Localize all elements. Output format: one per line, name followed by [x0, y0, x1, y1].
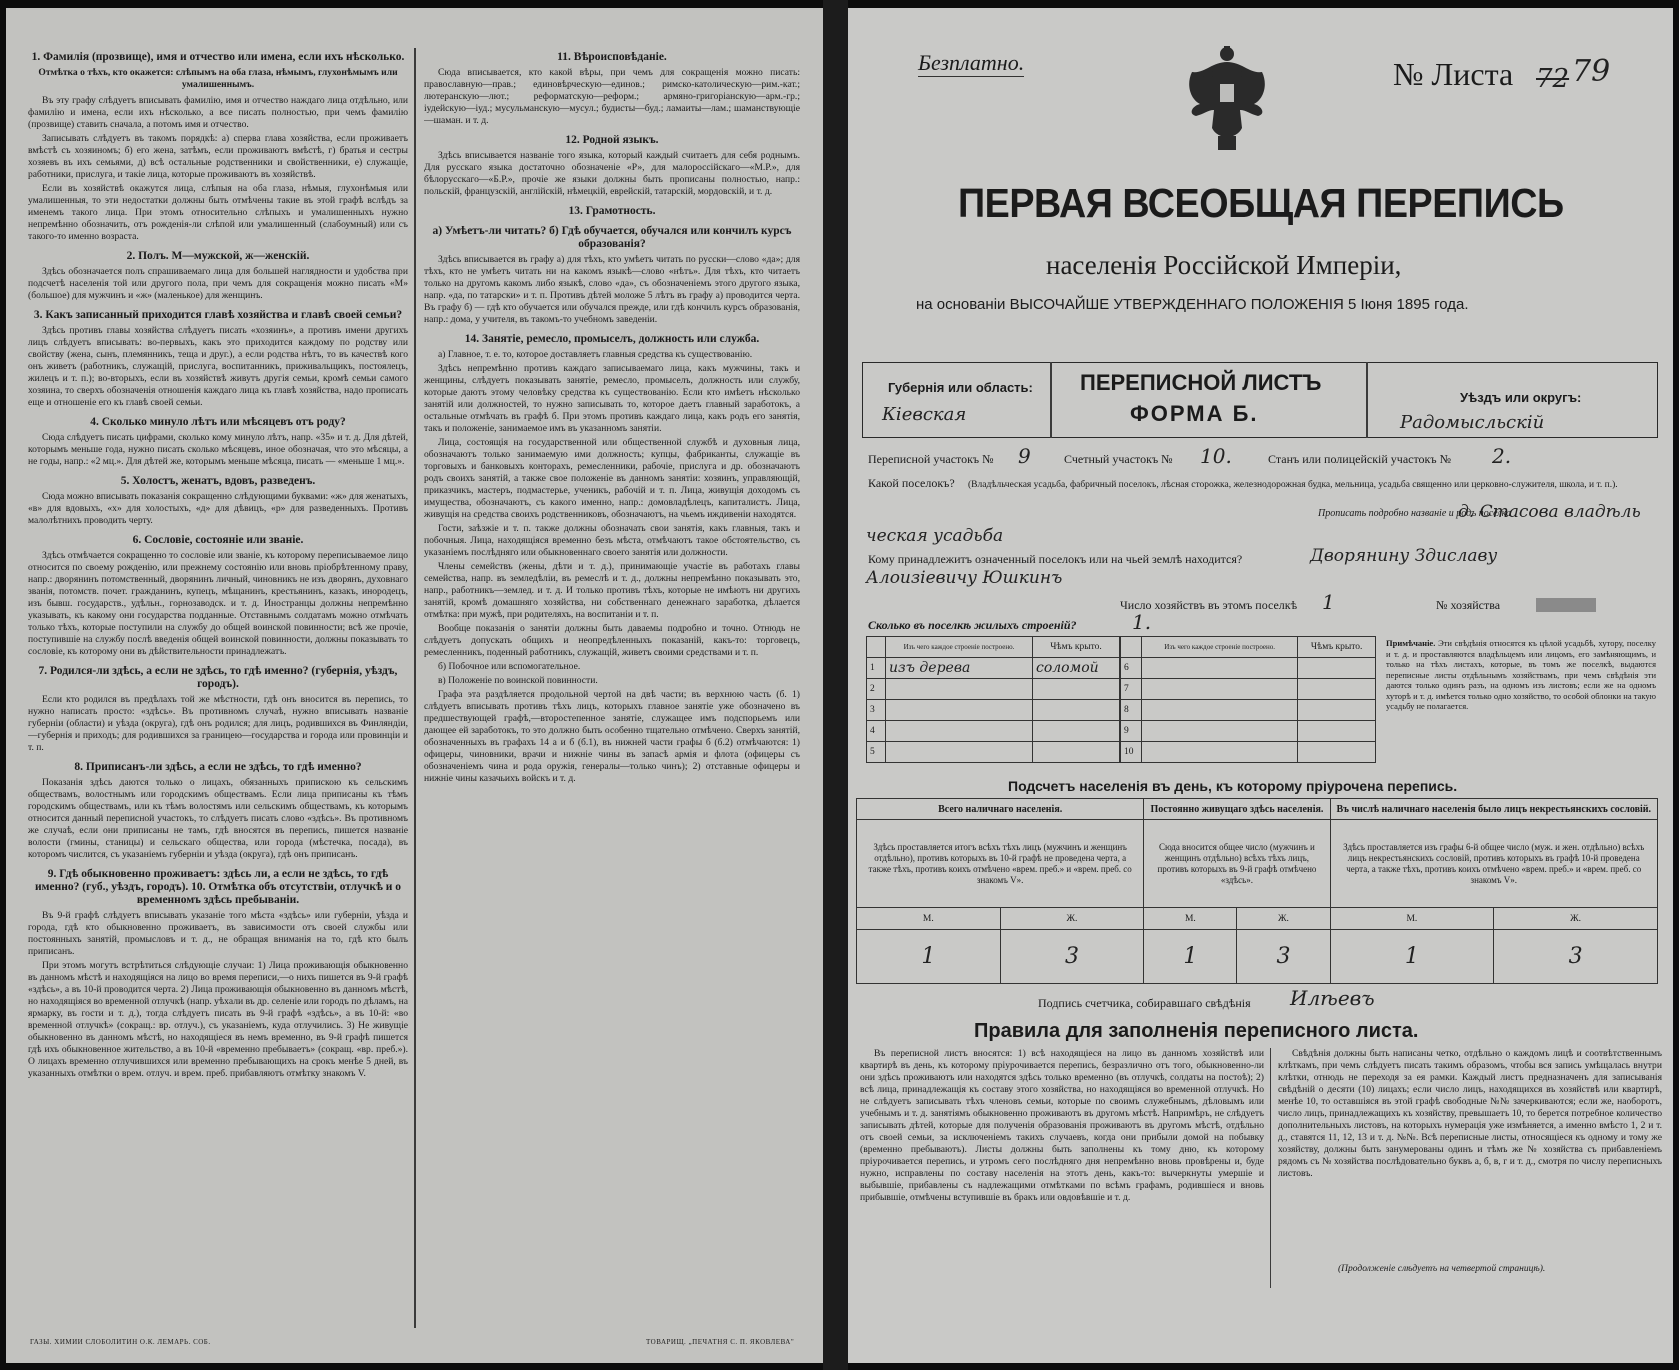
table-row — [867, 679, 1120, 700]
schetny-label: Счетный участокъ № — [1064, 452, 1173, 466]
buildings-label: Сколько въ поселкѣ жилыхъ строеній? — [868, 618, 1077, 632]
section-subheading: Отмѣтка о тѣхъ, кто окажется: слѣпымъ на оба глаза, нѣмымъ, глухонѣмымъ или умалишеннымъ. — [38, 67, 398, 90]
free-label: Безплатно. — [918, 50, 1025, 75]
row-number: 4 — [867, 721, 886, 742]
instructions-column-2 — [424, 44, 800, 1324]
rules-continue-note: (Продолженіе слѣдуетъ на четвертой страницѣ). — [1338, 1264, 1546, 1274]
section-heading: 13. Грамотность. — [568, 205, 656, 217]
divider — [1050, 362, 1052, 438]
rules-title: Правила для заполненія переписного листа. — [974, 1020, 1419, 1042]
built-of-header: Изъ чего каждое строеніе построено. — [886, 637, 1033, 658]
census-subtitle: населенія Россійской Имперіи, — [1046, 250, 1402, 280]
form-title: ПЕРЕПИСНОЙ ЛИСТЪ — [1080, 370, 1322, 395]
count-nonpeasant-female: 3 — [1494, 930, 1658, 984]
count-resident-male: 1 — [1144, 930, 1237, 984]
poselok-hint-2: Прописать подробно названіе и родъ поселка — [1318, 508, 1512, 519]
instruction-paragraph: а) Главное, т. е. то, которое доставляетъ главныя средства къ существованію. — [438, 349, 753, 360]
households-label: Число хозяйствъ въ этомъ поселкѣ — [1120, 598, 1298, 612]
instruction-paragraph: Если въ хозяйствѣ окажутся лица, слѣпыя на оба глаза, нѣмыя, глухонѣмыя или умалишенныя, то эти недостатки должны быть отмѣчены такие въ этой графѣ вслѣдъ за именемъ такого лица. При этомъ относительно слѣпыхъ и умалишенныхъ нужно непремѣнно обозначить, отъ рожденія-ли слѣпой или умалишенный (слабоумный) или съ такого-то именно возраста. — [28, 183, 408, 242]
buildings-table-left — [866, 636, 1120, 763]
built-of-value: изъ дерева — [886, 658, 1033, 679]
table-row — [1121, 700, 1376, 721]
gubernia-value: Кіевская — [882, 404, 967, 425]
instruction-paragraph: Сюда вписывается, кто какой вѣры, при чемъ для сокращенія можно писать: православную—прав.; единовѣрческую—единов.; римско-католическую—рим.-кат.; лютеранскую—лют.; реформатскую—реформ.; армяно-григоріанскую—арм.-гр.; іудейскую—іуд.; мусульманскую—мусул.; будисты—буд.; ламаиты—лам.; шаманствующіе—шаман. и т. д. — [424, 67, 800, 126]
section-heading: 5. Холостъ, женатъ, вдовъ, разведенъ. — [120, 475, 316, 487]
divider — [1366, 362, 1368, 438]
row-number: 10 — [1121, 742, 1142, 763]
form-type: ФОРМА Б. — [1130, 401, 1259, 426]
section-heading: 12. Родной языкъ. — [565, 134, 659, 146]
roof-header: Чѣмъ крыто. — [1033, 637, 1120, 658]
instruction-paragraph: Записывать слѣдуетъ въ такомъ порядкѣ: а) сперва глава хозяйства, если проживаетъ вмѣстѣ съ хозяиномъ; б) его жена, затѣмъ, если проживаютъ вмѣстѣ, г) братья и сестры хозяевъ въ ихъ семьями, д) всѣ остальные родственники и свойственники, е) служащіе, работники, прислуга, и такіе лица, которые проживаютъ въ хозяйствѣ. — [28, 133, 408, 180]
female-header: Ж. — [1237, 908, 1330, 930]
count-col-1-desc: Здѣсь проставляется итогъ всѣхъ тѣхъ лицъ (мужчинъ и женщинъ отдѣльно), противъ которыхъ въ 10-й графѣ не проведена черта, а также тѣхъ, противъ коихъ отмѣчено «врем. преб.» и «врем. преб. со знакомъ V». — [857, 820, 1144, 908]
note-text: Эти свѣдѣнія относятся къ цѣлой усадьбѣ, хутору, поселку и т. д. и проставляются владѣльцемъ или лицомъ, его замѣняющимъ, и только на тѣхъ листахъ, которые, въ томъ же поселкѣ, выдаются переписные листы отдѣльнымъ хозяйствамъ, при чемъ свѣдѣнія эти даются только одинъ разъ, на одномъ изъ листовъ; если же на одномъ хуторѣ и т. д. имѣется только одно хозяйство, то особой облонки на такую усадьбу не полагается. — [1386, 638, 1656, 711]
buildings-note — [1386, 638, 1656, 788]
instruction-paragraph: При этомъ могутъ встрѣтиться слѣдующіе случаи: 1) Лица проживающія обыкновенно въ данномъ мѣстѣ и находящіяся на лицо во время переписи,—о нихъ пишется въ 9-й графѣ «здѣсь», а въ 10-й проводится черта. 2) Лица проживающія обыкновенно въ данномъ мѣстѣ, но находящіяся во временной отлучкѣ (напр. уѣхали въ др. селеніе или городъ по дѣламъ, на ярмарку, въ гости и т. д.), тогда слѣдуетъ писать въ 9-й графѣ «здѣсь», а въ 10-й: «во временной отлучкѣ» (сокращ.: вр. отлуч.), съ указаніемъ, куда отлучились. 3) Не живущіе обыкновенно въ данномъ мѣстѣ, но находящіеся въ немъ временно, въ 9-й графѣ пишется гдѣ ихъ обыкновенное жительство, а въ 10-й «временно пребываетъ» (сокращ. «вр. преб.»). О лицахъ временно отлучившихся или временно пребывающихъ на срокъ менѣе 5 дней, въ указанныхъ отмѣтки о врем. отлуч. и врем. преб. прибавляютъ отмѣтку знакомъ V. — [28, 960, 408, 1079]
legal-basis: на основаніи ВЫСОЧАЙШЕ УТВЕРЖДЕННАГО ПОЛОЖЕНІЯ 5 Іюня 1895 года. — [916, 296, 1469, 313]
row-number: 8 — [1121, 700, 1142, 721]
rules-paragraph: Свѣдѣнія должны быть написаны четко, отдѣльно о каждомъ лицѣ и соотвѣтственнымъ клѣткамъ, при чемъ слѣдуетъ писать такимъ образомъ, чтобы вся запись умѣщалась внутри клѣтки, отнюдь не переходя за ея рамки. Каждый листъ предназначенъ для записыванія свѣдѣній о десяти (10) лицахъ; если число лицъ, находящихся въ хозяйствѣ или квартирѣ, менѣе 10, то оставшіяся въ этой графѣ свободные №№ зачеркиваются; если же, наоборотъ, число лицъ, принадлежащихъ къ хозяйству, превышаетъ 10, то берется потребное количество дополнительныхъ листовъ, на которыхъ нумерація уже измѣняется, а именно вмѣсто 1, 2 и т. д., ставятся 11, 12, 13 и т. д. №№. Всѣ переписные листы, относящіеся къ одному и тому же хозяйству, должны быть занумерованы одинъ и тѣмъ же № хозяйства съ прибавленіемъ рядомъ съ № хозяйства послѣдовательно буквъ а, б, в, г и т. д., смотря по числу переписныхъ листовъ. — [1278, 1048, 1662, 1179]
households-value: 1 — [1322, 590, 1335, 614]
built-of-header: Изъ чего каждое строеніе построено. — [1142, 637, 1298, 658]
table-row — [867, 658, 1120, 679]
owner-value-2: Алоизіевичу Юшкинъ — [866, 568, 1063, 588]
count-col-1-header: Всего наличнаго населенія. — [857, 799, 1144, 820]
section-heading: а) Умѣетъ-ли читать? б) Гдѣ обучается, обучался или кончилъ курсъ образованія? — [432, 225, 792, 250]
stan-label: Станъ или полицейскій участокъ № — [1268, 452, 1452, 466]
instruction-paragraph: Графа эта раздѣляется продольной чертой на двѣ части; въ верхнюю часть (б. 1) слѣдуетъ вписывать противъ тѣхъ лицъ, которыхъ главное занятіе уже обозначено въ предшествующей графѣ,—второстепенное занятіе, служащее имъ подспорьемъ или дающее ей заработокъ, то это должно быть особенно тщательно отмѣчено. Сверхъ занятій, обозначенныхъ въ графахъ 14 а и б (б.1), въ нижней части графы б (б.2) отмѣчаются: 1) офицеры, чиновники, врачи и нижніе чины въ запасѣ армія и флота (офицеры съ обозначеніемъ чина и рода оружія, генералы—только чинъ); 2) отставные офицеры и нижніе чины казачьихъ войскъ и т. д. — [424, 689, 800, 784]
instruction-paragraph: Вообще показанія о занятіи должны быть даваемы подробно и точно. Отнюдь не слѣдуетъ допускать общихъ и неопредѣленныхъ показаній, какъ-то: торговецъ, ремесленникъ, поденный работникъ, служащій, живетъ своими средствами и т. п. — [424, 623, 800, 658]
poselok-value-2: ческая усадьба — [866, 526, 1004, 546]
count-col-2-header: Постоянно живущаго здѣсь населенія. — [1144, 799, 1330, 820]
instruction-paragraph: Если кто родился въ предѣлахъ той же мѣстности, гдѣ онъ вносится въ перепись, то нужно написать просто: «здѣсь». Въ противномъ случаѣ, нужно вписывать названіе губерніи (области) и уѣзда (округа), гдѣ онъ родился; для лицъ, родившихся въ Финляндіи,—губернія и приходъ; для родившихся за границею—государства и города или провинціи и т. п. — [28, 694, 408, 753]
count-col-3-desc: Здѣсь проставляется изъ графы 6-й общее число (муж. и жен. отдѣльно) всѣхъ лицъ некрестьянскихъ сословій, противъ которыхъ въ графѣ 10-й проведена черта, а также тѣхъ, противъ коихъ отмѣчено «врем. преб.» и «врем. преб. со знакомъ V». — [1330, 820, 1657, 908]
printer-mark-left: ГАЗЫ. ХИМИИ СЛОБОЛИТИН О.К. ЛЕМАРЬ. СОБ. — [30, 1338, 211, 1346]
signature-value: Илѣевъ — [1290, 986, 1375, 1010]
instruction-paragraph: б) Побочное или вспомогательное. — [438, 661, 581, 672]
table-row — [1121, 721, 1376, 742]
section-heading: 1. Фамилія (прозвище), имя и отчество или имена, если ихъ нѣсколько. — [31, 51, 405, 63]
section-heading: 7. Родился-ли здѣсь, а если не здѣсь, то гдѣ именно? (губернія, уѣздъ, городъ). — [38, 665, 398, 690]
instruction-paragraph: Показанія здѣсь даются только о лицахъ, обязанныхъ припискою къ сельскимъ обществамъ, волостнымъ или городскимъ обществамъ. Если лица приписаны къ тѣмъ городскимъ обществамъ, или къ тѣмъ волостямъ или сельскимъ обществамъ, къ которымъ относится данный переписной участокъ, то слѣдуетъ писать слово «здѣсь». Въ противномъ же случаѣ, если они приписаны не тамъ, гдѣ вносятся въ перепись, пишется названіе волости (гмины, станицы) и сельскаго общества, или города (мѣстечка, посада), въ которомъ числится, съ указаніемъ губерніи и уѣзда (округа), гдѣ онъ приписанъ. — [28, 777, 408, 860]
poselok-value: д. Стасова владѣль — [1458, 502, 1641, 522]
row-number: 9 — [1121, 721, 1142, 742]
printer-mark-right: ТОВАРИЩ. „ПЕЧАТНЯ С. П. ЯКОВЛЕВА" — [646, 1338, 795, 1346]
section-heading: 3. Какъ записанный приходится главѣ хозяйства и главѣ своей семьи? — [33, 309, 403, 321]
table-row — [1121, 658, 1376, 679]
instruction-paragraph: Сюда слѣдуетъ писать цифрами, сколько кому минуло лѣтъ, напр. «35» и т. д. Для дѣтей, которымъ меньше года, нужно писать сколько мѣсяцевъ, иное обозначая, что это мѣсяцы, а не годы, напр.: «2 мц.». Для дѣтей же, которымъ меньше мѣсяца, писать — «меньше 1 мц.». — [28, 432, 408, 467]
instruction-paragraph: Въ эту графу слѣдуетъ вписывать фамилію, имя и отчество наждаго лица отдѣльно, или фамилію и имена, если ихъ нѣсколько, а все писать полностью, при чемъ фамилію (прозвище) ставить сначала, а потомъ имя и отчество. — [28, 95, 408, 130]
poselok-label: Какой поселокъ? — [868, 476, 955, 490]
section-heading: 4. Сколько минуло лѣтъ или мѣсяцевъ отъ роду? — [90, 416, 346, 428]
row-number: 5 — [867, 742, 886, 763]
count-col-2-desc: Сюда вносится общее число (мужчинъ и женщинъ отдѣльно) всѣхъ тѣхъ лицъ, противъ которыхъ въ 9-й графѣ отмѣчено «здѣсь». — [1144, 820, 1330, 908]
row-number: 3 — [867, 700, 886, 721]
table-row — [1121, 679, 1376, 700]
female-header: Ж. — [1000, 908, 1144, 930]
household-no-stamp — [1536, 598, 1596, 612]
double-headed-eagle-emblem — [1182, 44, 1272, 154]
population-count-table — [856, 798, 1658, 984]
count-present-male: 1 — [857, 930, 1001, 984]
book-gutter — [823, 0, 848, 1370]
instruction-paragraph: Здѣсь вписывается названіе того языка, который каждый считаетъ для себя роднымъ. Для русскаго языка достаточно обозначеніе «Р», для малороссійскаго—«М.Р.», для бѣлорусскаго—«Б.Р.», прочіе же языки должны быть прописаны полностью, напр.: польскій, французскій, англійскій, нѣмецкій, еврейскій, татарскій, мордовскій, и т. д. — [424, 150, 800, 197]
roof-header: Чѣмъ крыто. — [1298, 637, 1376, 658]
instructions-column-1 — [28, 44, 408, 1324]
section-heading: 2. Полъ. М—мужской, ж—женскій. — [126, 250, 310, 262]
instruction-paragraph: Члены семействъ (жены, дѣти и т. д.), принимающіе участіе въ работахъ главы семейства, напр. въ земледѣліи, въ ремеслѣ и т. д., должны непремѣнно показывать это, напр., работникъ—землед. и т. д. И только противъ тѣхъ, которые не имѣютъ ни другихъ занятій, кромѣ домашняго хозяйства, ни собственнаго денежнаго заработка, дѣлается отмѣтка: при мужѣ, при родителяхъ, на воспитаніи и т. п. — [424, 561, 800, 620]
rules-paragraph: Въ переписной листъ вносятся: 1) всѣ находящіеся на лицо въ данномъ хозяйствѣ или квартирѣ въ день, къ которому пріурочивается перепись, безразлично отъ того, обыкновенно-ли они здѣсь проживаютъ или находятся здѣсь только временно (въ отлучкѣ, солдаты на постоѣ); 2) всѣ лица, принадлежащія къ составу этого хозяйства, но находящіяся во временной отлучкѣ. Но не слѣдуетъ записывать тѣхъ членовъ семьи, которые по своимъ служебнымъ, дѣловымъ или учебнымъ и т. д. занятіямъ обыкновенно проживаютъ въ другомъ мѣстѣ. Напримѣръ, не слѣдуетъ записывать дѣтей, которые для полученія образованія проживаютъ въ другомъ мѣстѣ, отдѣльно отъ своей семьи, за исключеніемъ такихъ случаевъ, когда они прибыли домой на побывку (временно пребываютъ). Листы должны быть заполнены къ тому дню, къ которому пріурочивается перепись, и утромъ сего послѣдняго дня непремѣнно вновь провѣрены и, буде нужно, исправлены по составу населенія на этотъ день, какъ-то: вычеркнуты умершіе и выбывшіе, прибавлены съ надлежащими отмѣтками по всѣмъ графамъ, родившіеся и вновь прибывшіе, отмѣчены вступившіе въ бракъ или овдовѣвшіе и т. д. — [860, 1048, 1264, 1203]
instruction-paragraph: Здѣсь непремѣнно противъ каждаго записываемаго лица, какъ мужчины, такъ и женщины, слѣдуетъ показывать занятіе, ремесло, промыселъ, должность или службу, которые даютъ этому человѣку средства къ существованію. Если кто имѣетъ нѣсколько занятій или должностей, то нужно записывать то, которое даетъ главный заработокъ, а остальные отмѣчать въ графѣ б. При этомъ противъ каждаго лица, какъ родъ его занятія, такъ и положеніе, занимаемое имъ въ указанномъ занятіи. — [424, 363, 800, 434]
instruction-paragraph: Сюда можно вписывать показанія сокращенно слѣдующими буквами: «ж» для женатыхъ, «в» для вдовыхъ, «х» для холостыхъ, «д» для дѣвицъ, «р» для разведенныхъ. Противъ малолѣтнихъ проводить черту. — [28, 491, 408, 526]
male-header: М. — [1144, 908, 1237, 930]
section-heading: 9. Гдѣ обыкновенно проживаетъ: здѣсь ли, а если не здѣсь, то гдѣ именно? (губ., уѣздъ, городъ). 10. Отмѣтка объ отсутствіи, отлучкѣ и о временномъ здѣсь пребываніи. — [35, 868, 401, 906]
section-heading: 6. Сословіе, состояніе или званіе. — [132, 534, 304, 546]
rules-text-right — [1278, 1048, 1662, 1256]
sheet-number-value: 79 — [1572, 54, 1611, 89]
instruction-paragraph: Здѣсь обозначается полъ спрашиваемаго лица для большей наглядности и удобства при подсчетѣ населенія той или другого пола, при чемъ для сокращенія можно писать «М» (большое) для мужчинъ и «ж» (маленькое) для женщинъ. — [28, 266, 408, 301]
rules-text-left — [860, 1048, 1264, 1288]
table-row — [867, 742, 1120, 763]
male-header: М. — [1330, 908, 1494, 930]
roof-value: соломой — [1033, 658, 1120, 679]
row-number: 2 — [867, 679, 886, 700]
sheet-number-crossed: 72 — [1536, 64, 1570, 94]
column-divider — [414, 48, 416, 1328]
instruction-paragraph: Здѣсь отмѣчается сокращенно то сословіе или званіе, къ которому переписываемое лицо относится по своему рожденію, или прежнему состоянію или вновь пріобрѣтенному праву, напр.: дворянинъ потомственный, дворянинъ личный, чиновникъ не изъ дворянъ, духовнаго званія, потомств. почет. гражданинъ, купецъ, мѣщанинъ, крестьянинъ, казакъ, инородецъ, изъ бывш. государств., удѣльн., горнозаводск. и т. д. Иностранцы должны непремѣнно указывать, къ какому они государства подданные. Отставнымъ солдатамъ можно отмѣчать только тѣхъ, которые поступили на службу до общей воинской повинности; всѣ же прочіе, поступившіе на службу послѣ введенія общей воинской повинности, должны показывать то сословіе, къ которому они въ дѣйствительности принадлежатъ. — [28, 550, 408, 657]
instruction-paragraph: Здѣсь вписывается въ графу а) для тѣхъ, кто умѣетъ читать по русски—слово «да»; для тѣхъ, кто не умѣетъ читать ни на какомъ языкѣ—слово «нѣтъ». Для тѣхъ, кто читаетъ только на другомъ какомъ либо языкѣ, слово «да», съ обозначеніемъ этого другого языка, напр. «да, по татарски» и т. п. Противъ дѣтей моложе 5 лѣтъ въ графу а) проводится черта. Въ графу б) — гдѣ кто обучается или обучался прежде, или гдѣ кончилъ курсъ образованія, напр.: дома, у учителя, въ такомъ-то учебномъ заведеніи. — [424, 254, 800, 325]
female-header: Ж. — [1494, 908, 1658, 930]
household-no-label: № хозяйства — [1436, 598, 1501, 612]
uezd-value: Радомысльскій — [1400, 412, 1545, 433]
count-present-female: 3 — [1000, 930, 1144, 984]
instruction-paragraph: в) Положеніе по воинской повинности. — [438, 675, 598, 686]
sheet-number-label: № Листа — [1393, 56, 1514, 92]
instruction-paragraph: Въ 9-й графѣ слѣдуетъ вписывать указаніе того мѣста «здѣсь» или губерніи, уѣзда и города, гдѣ кто обыкновенно проживаетъ, въ зависимости отъ своей службы или постоянныхъ занятій, промысловъ и т. д., не обращая вниманія на то, гдѣ кто былъ приписанъ. — [28, 910, 408, 957]
owner-value: Дворянину Здиславу — [1310, 546, 1498, 566]
table-row — [867, 721, 1120, 742]
uezd-label: Уѣздъ или округъ: — [1460, 390, 1582, 405]
row-number: 7 — [1121, 679, 1142, 700]
schetny-value: 10. — [1200, 444, 1232, 468]
section-heading: 8. Приписанъ-ли здѣсь, а если не здѣсь, то гдѣ именно? — [74, 761, 362, 773]
instruction-paragraph: Лица, состоящія на государственной или общественной службѣ и духовныя лица, обозначаютъ только занимаемую ими должность; купцы, фабриканты, служащіе въ торговыхъ и банковыхъ конторахъ, ремесленники, рабочіе, прислуга и др. обозначаютъ родъ своихъ занятій, а также свое положеніе въ данномъ занятіи: хозяинъ, управляющій, приказчикъ, мастеръ, подмастерье, ученикъ, рабочій и т. п. Лица, живущія доходомъ съ имущества, обозначаютъ, съ какого именно, напр.: домовладѣлецъ, капиталистъ. Лица, живущія на средства своихъ родственниковъ, обозначаютъ, на чьемъ иждивеніи находятся. — [424, 437, 800, 520]
buildings-table-right — [1120, 636, 1376, 763]
section-heading: 14. Занятіе, ремесло, промыселъ, должность или служба. — [464, 333, 760, 345]
count-title: Подсчетъ населенія въ день, къ которому пріурочена перепись. — [1008, 778, 1458, 794]
census-title: ПЕРВАЯ ВСЕОБЩАЯ ПЕРЕПИСЬ — [958, 180, 1564, 226]
left-page — [6, 8, 823, 1363]
male-header: М. — [857, 908, 1001, 930]
gubernia-label: Губернія или область: — [888, 380, 1033, 395]
uchastok-value: 9 — [1018, 444, 1031, 468]
rules-divider — [1270, 1048, 1271, 1288]
count-col-3-header: Въ числѣ наличнаго населенія было лицъ некрестьянскихъ сословій. — [1330, 799, 1657, 820]
stan-value: 2. — [1492, 444, 1512, 468]
uchastok-label: Переписной участокъ № — [868, 452, 994, 466]
right-page — [848, 8, 1673, 1363]
owner-label: Кому принадлежитъ означенный поселокъ или на чьей землѣ находится? — [868, 552, 1243, 566]
table-row — [867, 700, 1120, 721]
count-nonpeasant-male: 1 — [1330, 930, 1494, 984]
instruction-paragraph: Гости, заѣзжіе и т. п. также должны обозначать свои занятія, какъ главныя, такъ и побочныя. Лица, находящіяся временно безъ мѣста, отмѣчаютъ такое обстоятельство, съ указаніемъ послѣдняго или обыкновеннаго своего занятія или должности. — [424, 523, 800, 558]
table-row — [1121, 742, 1376, 763]
count-resident-female: 3 — [1237, 930, 1330, 984]
poselok-hint: (Владѣльческая усадьба, фабричный поселокъ, лѣсная сторожка, железнодорожная будка, мельница, усадьба священно или церковно-служителя, школа, и т. п.). — [968, 480, 1618, 490]
section-heading: 11. Вѣроисповѣданіе. — [557, 51, 667, 63]
instruction-paragraph: Здѣсь противъ главы хозяйства слѣдуетъ писать «хозяинъ», а противъ имени другихъ лицъ слѣдуетъ вписывать: во-первыхъ, какъ это приходится каждому по родству или свойству (жена, сынъ, племянникъ, теща и друг.), а если родства нѣтъ, то въ качествѣ кого онъ живетъ (работникъ, служащій, прислуга, воспитанникъ, приживальщикъ, постоялецъ, жилецъ и т. п.); во-вторыхъ, если въ хозяйствѣ живутъ другія семьи, кромѣ семьи самого хозяина, то сверхъ обозначенія отношенія каждаго лица къ главѣ хозяйства, надо прописать еще и отношеніе его къ главѣ своей семьи. — [28, 325, 408, 408]
row-number: 6 — [1121, 658, 1142, 679]
note-title: Примѣчаніе. — [1386, 638, 1436, 648]
buildings-value: 1. — [1132, 610, 1152, 634]
signature-label: Подпись счетчика, собиравшаго свѣдѣнія — [1038, 996, 1251, 1010]
row-number: 1 — [867, 658, 886, 679]
